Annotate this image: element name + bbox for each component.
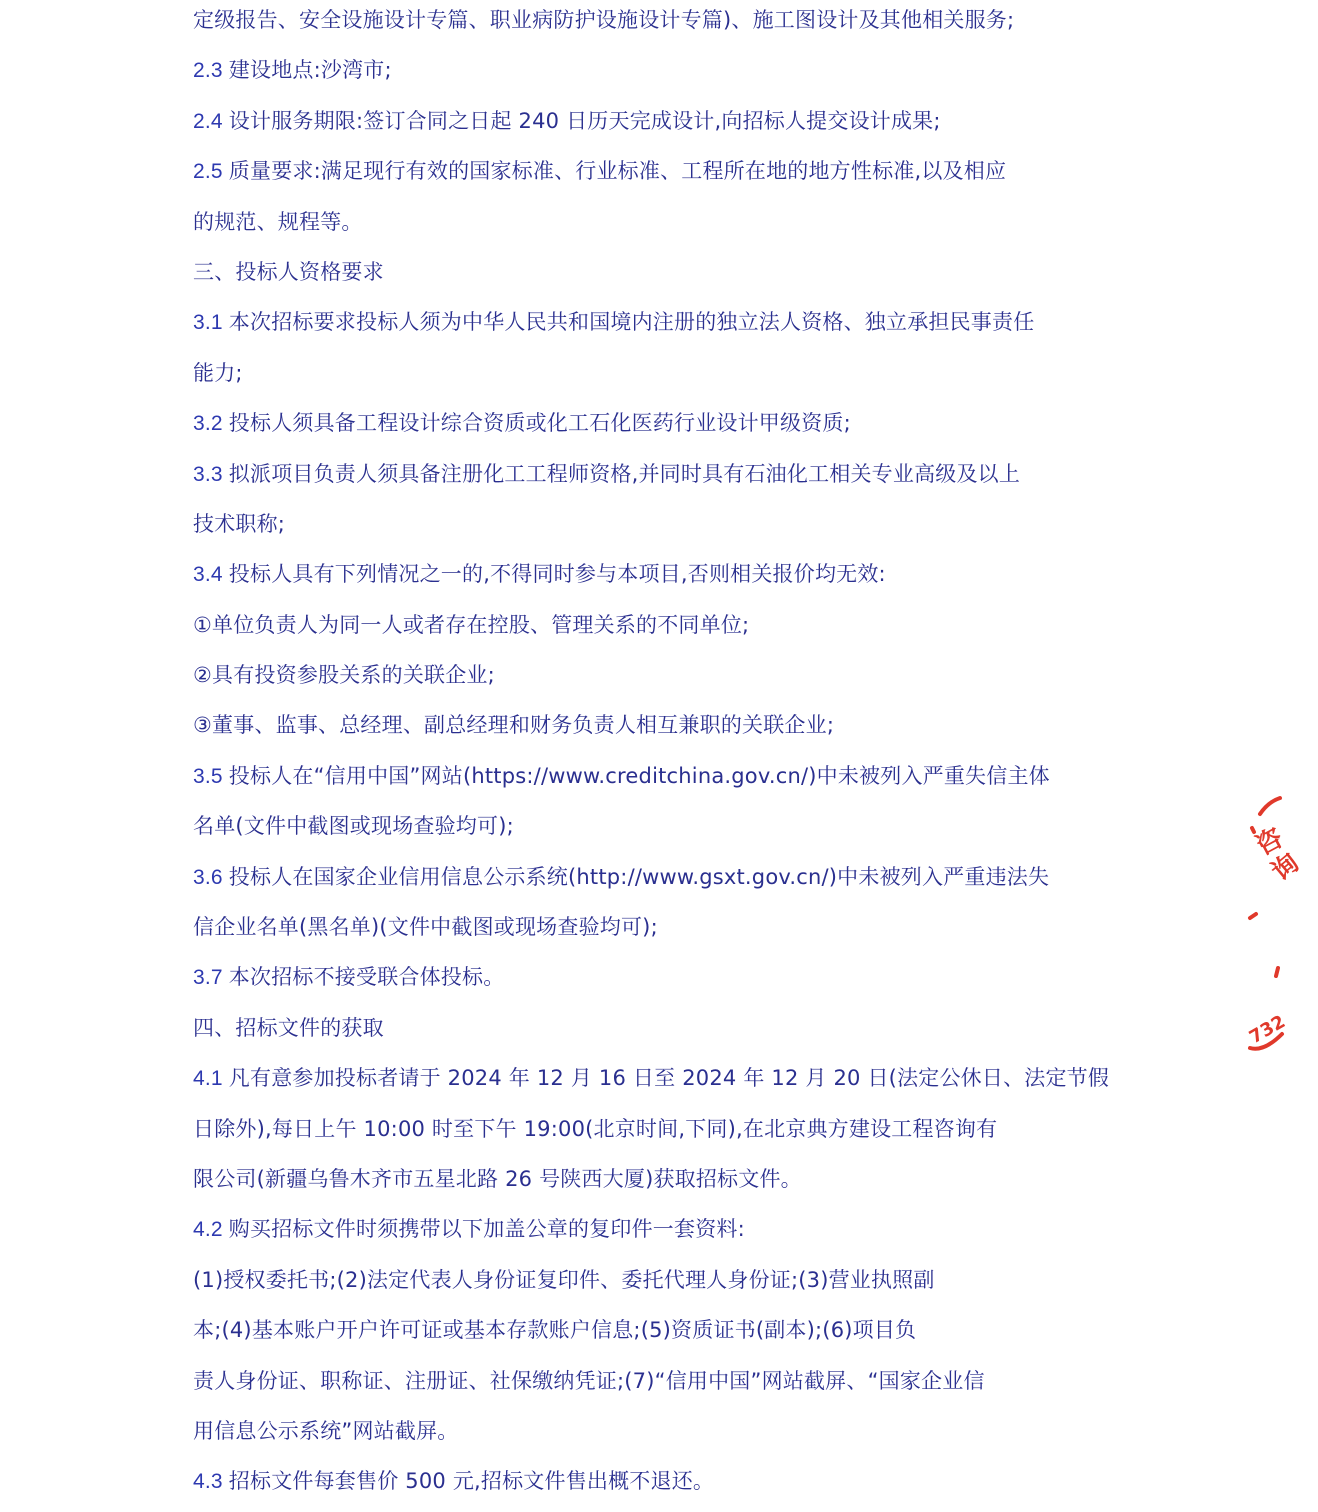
text-line: 责人身份证、职称证、注册证、社保缴纳凭证;(7)“信用中国”网站截屏、“国家企业信 — [193, 1368, 985, 1393]
text-line: 4.2 购买招标文件时须携带以下加盖公章的复印件一套资料: — [193, 1217, 745, 1242]
stamp-arc-mark — [1250, 914, 1256, 918]
text-line: 能力; — [193, 360, 243, 385]
text-line: 3.5 投标人在“信用中国”网站(https://www.creditchina.gov.cn/)中未被列入严重失信主体 — [193, 763, 1050, 788]
text-line: 3.4 投标人具有下列情况之一的,不得同时参与本项目,否则相关报价均无效: — [193, 562, 886, 587]
text-line: 3.1 本次招标要求投标人须为中华人民共和国境内注册的独立法人资格、独立承担民事责任 — [193, 310, 1035, 335]
text-line: 3.3 拟派项目负责人须具备注册化工工程师资格,并同时具有石油化工相关专业高级及以上 — [193, 461, 1021, 486]
stamp-arc-top — [1260, 798, 1280, 814]
stamp-number: 732 — [1245, 1011, 1289, 1049]
text-line: 4.1 凡有意参加投标者请于 2024 年 12 月 16 日至 2024 年 12 月 20 日(法定公休日、法定节假 — [193, 1066, 1110, 1091]
text-line: 定级报告、安全设施设计专篇、职业病防护设施设计专篇)、施工图设计及其他相关服务; — [193, 8, 1015, 32]
text-line: ③董事、监事、总经理、副总经理和财务负责人相互兼职的关联企业; — [193, 713, 835, 738]
stamp-arc-mark — [1252, 828, 1254, 832]
text-line: 日除外),每日上午 10:00 时至下午 19:00(北京时间,下同),在北京典方建设工程咨询有 — [193, 1116, 998, 1141]
text-line: 的规范、规程等。 — [193, 209, 363, 234]
text-line: 限公司(新疆乌鲁木齐市五星北路 26 号陕西大厦)获取招标文件。 — [193, 1166, 802, 1191]
text-line: 2.5 质量要求:满足现行有效的国家标准、行业标准、工程所在地的地方性标准,以及相应 — [193, 159, 1007, 184]
section-heading: 四、招标文件的获取 — [193, 1015, 384, 1040]
stamp-glyph: 询 — [1265, 847, 1306, 888]
text-line: 2.3 建设地点:沙湾市; — [193, 58, 392, 83]
text-line: 2.4 设计服务期限:签订合同之日起 240 日历天完成设计,向招标人提交设计成果; — [193, 108, 941, 133]
text-line: 技术职称; — [193, 511, 286, 536]
text-line: 本;(4)基本账户开户许可证或基本存款账户信息;(5)资质证书(副本);(6)项目负 — [193, 1318, 917, 1343]
text-line: ①单位负责人为同一人或者存在控股、管理关系的不同单位; — [193, 612, 750, 637]
text-line: 用信息公示系统”网站截屏。 — [193, 1418, 459, 1443]
text-line: 3.6 投标人在国家企业信用信息公示系统(http://www.gsxt.gov.cn/)中未被列入严重违法失 — [193, 864, 1050, 889]
text-line: (1)授权委托书;(2)法定代表人身份证复印件、委托代理人身份证;(3)营业执照副 — [193, 1267, 935, 1292]
text-line: 信企业名单(黑名单)(文件中截图或现场查验均可); — [193, 915, 658, 940]
red-seal-stamp — [1238, 790, 1318, 1070]
stamp-glyph: 咨 — [1251, 823, 1289, 862]
text-line: 3.7 本次招标不接受联合体投标。 — [193, 965, 505, 990]
text-line: 名单(文件中截图或现场查验均可); — [193, 814, 514, 839]
section-heading: 三、投标人资格要求 — [193, 259, 384, 284]
text-line: ②具有投资参股关系的关联企业; — [193, 663, 495, 688]
document-body — [193, 0, 1110, 1512]
stamp-arc-mark — [1276, 968, 1278, 976]
text-line: 3.2 投标人须具备工程设计综合资质或化工石化医药行业设计甲级资质; — [193, 411, 851, 436]
text-line: 4.3 招标文件每套售价 500 元,招标文件售出概不退还。 — [193, 1469, 715, 1494]
